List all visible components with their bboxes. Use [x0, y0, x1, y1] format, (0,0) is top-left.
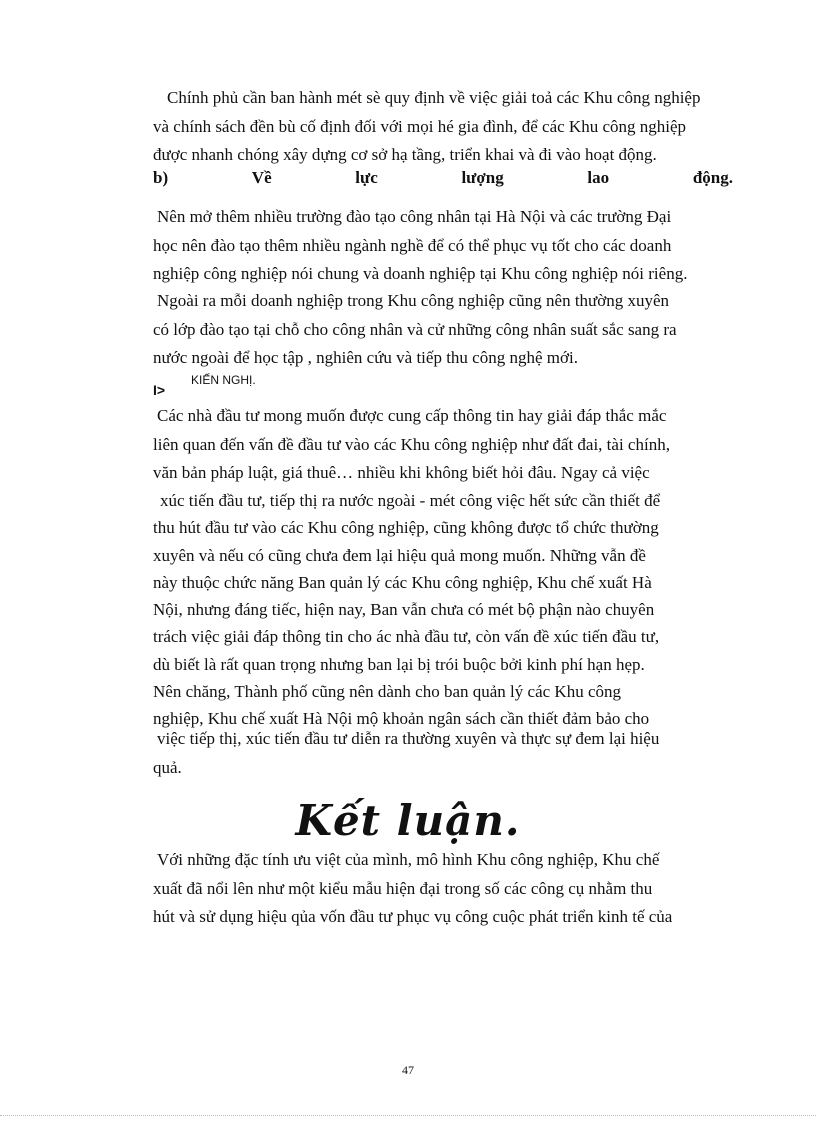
heading-word: lượng: [461, 168, 504, 187]
text-line: xuyên và nếu có cũng chưa đem lại hiệu quả mong muốn. Những vẫn đề: [153, 545, 646, 565]
paragraph-2: [153, 203, 733, 289]
text-line: có lớp đào tạo tại chỗ cho công nhân và cử những công nhân suất sắc sang ra: [153, 319, 677, 339]
text-line: được nhanh chóng xây dựng cơ sở hạ tầng, triển khai và đi vào hoạt động.: [153, 145, 657, 164]
paragraph-7: [153, 846, 733, 932]
paragraph-6: [153, 725, 733, 782]
text-line: nghiệp, Khu chế xuất Hà Nội mộ khoản ngân sách cần thiết đảm bảo cho: [153, 709, 650, 729]
text-line: việc tiếp thị, xúc tiến đầu tư diễn ra thường xuyên và thực sự đem lại hiệu: [157, 729, 660, 748]
heading-word: Về: [251, 168, 272, 187]
text-line: xúc tiến đầu tư, tiếp thị ra nước ngoài - mét công việc hết sức cần thiết để: [160, 491, 661, 510]
section-b-heading: [153, 168, 733, 188]
text-line: này thuộc chức năng Ban quản lý các Khu công nghiệp, Khu chế xuất Hà: [153, 572, 652, 592]
text-line: Ngoài ra mỗi doanh nghiệp trong Khu công nghiệp cũng nên thường xuyên: [157, 291, 670, 310]
text-line: Các nhà đầu tư mong muốn được cung cấp thông tin hay giải đáp thắc mắc: [157, 406, 667, 425]
paragraph-4: [153, 402, 733, 488]
page-bottom-divider: [0, 1115, 816, 1116]
text-line: dù biết là rất quan trọng nhưng ban lại bị trói buộc bởi kinh phí hạn hẹp.: [153, 654, 645, 674]
text-line: Nên mở thêm nhiều trường đào tạo công nhân tại Hà Nội và các trường Đại: [157, 207, 672, 226]
text-line: Với những đặc tính ưu việt của mình, mô hình Khu công nghiệp, Khu chế: [157, 850, 660, 869]
text-line: nghiệp công nghiệp nói chung và doanh nghiệp tại Khu công nghiệp nói riêng.: [153, 264, 688, 283]
text-line: văn bản pháp luật, giá thuê… nhiều khi không biết hỏi đâu. Ngay cả việc: [153, 463, 650, 482]
text-line: Chính phủ cần ban hành mét sè quy định về việc giải toả các Khu công nghiệp: [167, 88, 701, 107]
text-line: xuất đã nổi lên như một kiểu mẫu hiện đại trong số các công cụ nhằm thu: [153, 878, 653, 898]
text-line: trách việc giải đáp thông tin cho ác nhà đầu tư, còn vấn đề xúc tiến đầu tư,: [153, 627, 660, 647]
paragraph-1: [153, 84, 733, 170]
text-line: và chính sách đền bù cố định đối với mọi hé gia đình, để các Khu công nghiệp: [153, 116, 687, 136]
text-line: quả.: [153, 757, 182, 777]
page-number: 47: [402, 1063, 414, 1077]
text-line: Nội, nhưng đáng tiếc, hiện nay, Ban vẫn chưa có mét bộ phận nào chuyên: [153, 600, 655, 620]
text-line: nước ngoài để học tập , nghiên cứu và tiếp thu công nghệ mới.: [153, 348, 578, 367]
section-b-label: b): [153, 168, 169, 187]
text-line: học nên đào tạo thêm nhiều ngành nghề để có thể phục vụ tốt cho các doanh: [153, 235, 672, 255]
conclusion-title: Kết luận.: [295, 796, 521, 845]
text-line: liên quan đến vấn đề đầu tư vào các Khu công nghiệp như đất đai, tài chính,: [153, 434, 670, 454]
heading-word: lực: [355, 168, 378, 187]
text-line: hút và sử dụng hiệu qủa vốn đầu tư phục vụ công cuộc phát triển kinh tế của: [153, 907, 673, 926]
heading-word: lao: [587, 168, 610, 187]
text-line: thu hút đầu tư vào các Khu công nghiệp, cũng không được tổ chức thường: [153, 518, 659, 538]
paragraph-5: [153, 487, 733, 733]
section-number: I>: [153, 382, 166, 398]
text-line: Nên chăng, Thành phố cũng nên dành cho ban quản lý các Khu công: [153, 682, 621, 702]
heading-word: động.: [692, 168, 733, 187]
paragraph-3: [153, 287, 733, 373]
section-title: KIẾN NGHỊ.: [191, 373, 256, 387]
